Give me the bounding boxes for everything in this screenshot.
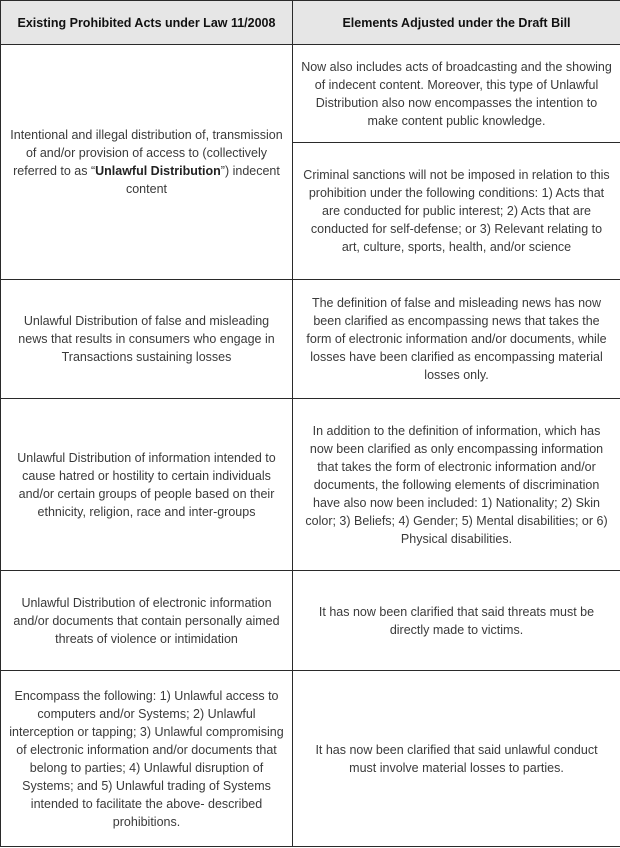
row1-text-pre: Intentional and illegal distribution of, transmission of and/or provision of access to (collectively referred to as “ (10, 128, 283, 178)
row1-defined-term: Unlawful Distribution (95, 164, 221, 178)
table-row (1, 399, 620, 571)
row3-existing-cell: Unlawful Distribution of information intended to cause hatred or hostility to certain individuals and/or certain groups of people based on their ethnicity, religion, race and inter-groups (1, 399, 293, 571)
header-adjusted-elements: Elements Adjusted under the Draft Bill (293, 1, 620, 45)
row5-adjusted-cell: It has now been clarified that said unlawful conduct must involve material losses to parties. (293, 671, 620, 847)
row2-existing-cell: Unlawful Distribution of false and misleading news that results in consumers who engage in Transactions sustaining losses (1, 280, 293, 399)
row4-existing-cell: Unlawful Distribution of electronic information and/or documents that contain personally aimed threats of violence or intimidation (1, 571, 293, 671)
table-row (1, 280, 620, 399)
row4-adjusted-cell: It has now been clarified that said threats must be directly made to victims. (293, 571, 620, 671)
row1-adjusted-cell-b: Criminal sanctions will not be imposed in relation to this prohibition under the following conditions: 1) Acts that are conducted for public interest; 2) Acts that are conducted for self-defense; or 3) Relevant relating to art, culture, sports, health, and/or science (293, 143, 620, 280)
row1-text-post: ”) indecent content (125, 164, 280, 196)
row5-existing-cell: Encompass the following: 1) Unlawful access to computers and/or Systems; 2) Unlawful interception or tapping; 3) Unlawful compromising of electronic information and/or documents that belong to parties; 4) Unlawful disruption of Systems; and 5) Unlawful trading of Systems intended to facilitate the above- described prohibitions. (1, 671, 293, 847)
header-row (1, 1, 620, 45)
row2-adjusted-cell: The definition of false and misleading news has now been clarified as encompassing news that takes the form of electronic information and/or documents, while losses have been clarified as encompassing material losses only. (293, 280, 620, 399)
row1-existing-text (9, 126, 284, 198)
table-row (1, 571, 620, 671)
header-existing-acts: Existing Prohibited Acts under Law 11/2008 (1, 1, 293, 45)
row1-existing-cell (1, 45, 293, 280)
table-row (1, 45, 620, 143)
row3-adjusted-cell: In addition to the definition of information, which has now been clarified as only encompassing information that takes the form of electronic information and/or documents, the following elements of discrimination have also now been included: 1) Nationality; 2) Skin color; 3) Beliefs; 4) Gender; 5) Mental disabilities; or 6) Physical disabilities. (293, 399, 620, 571)
table-row (1, 671, 620, 847)
row1-adjusted-cell-a: Now also includes acts of broadcasting and the showing of indecent content. Moreover, this type of Unlawful Distribution also now encompasses the intention to make content public knowledge. (293, 45, 620, 143)
